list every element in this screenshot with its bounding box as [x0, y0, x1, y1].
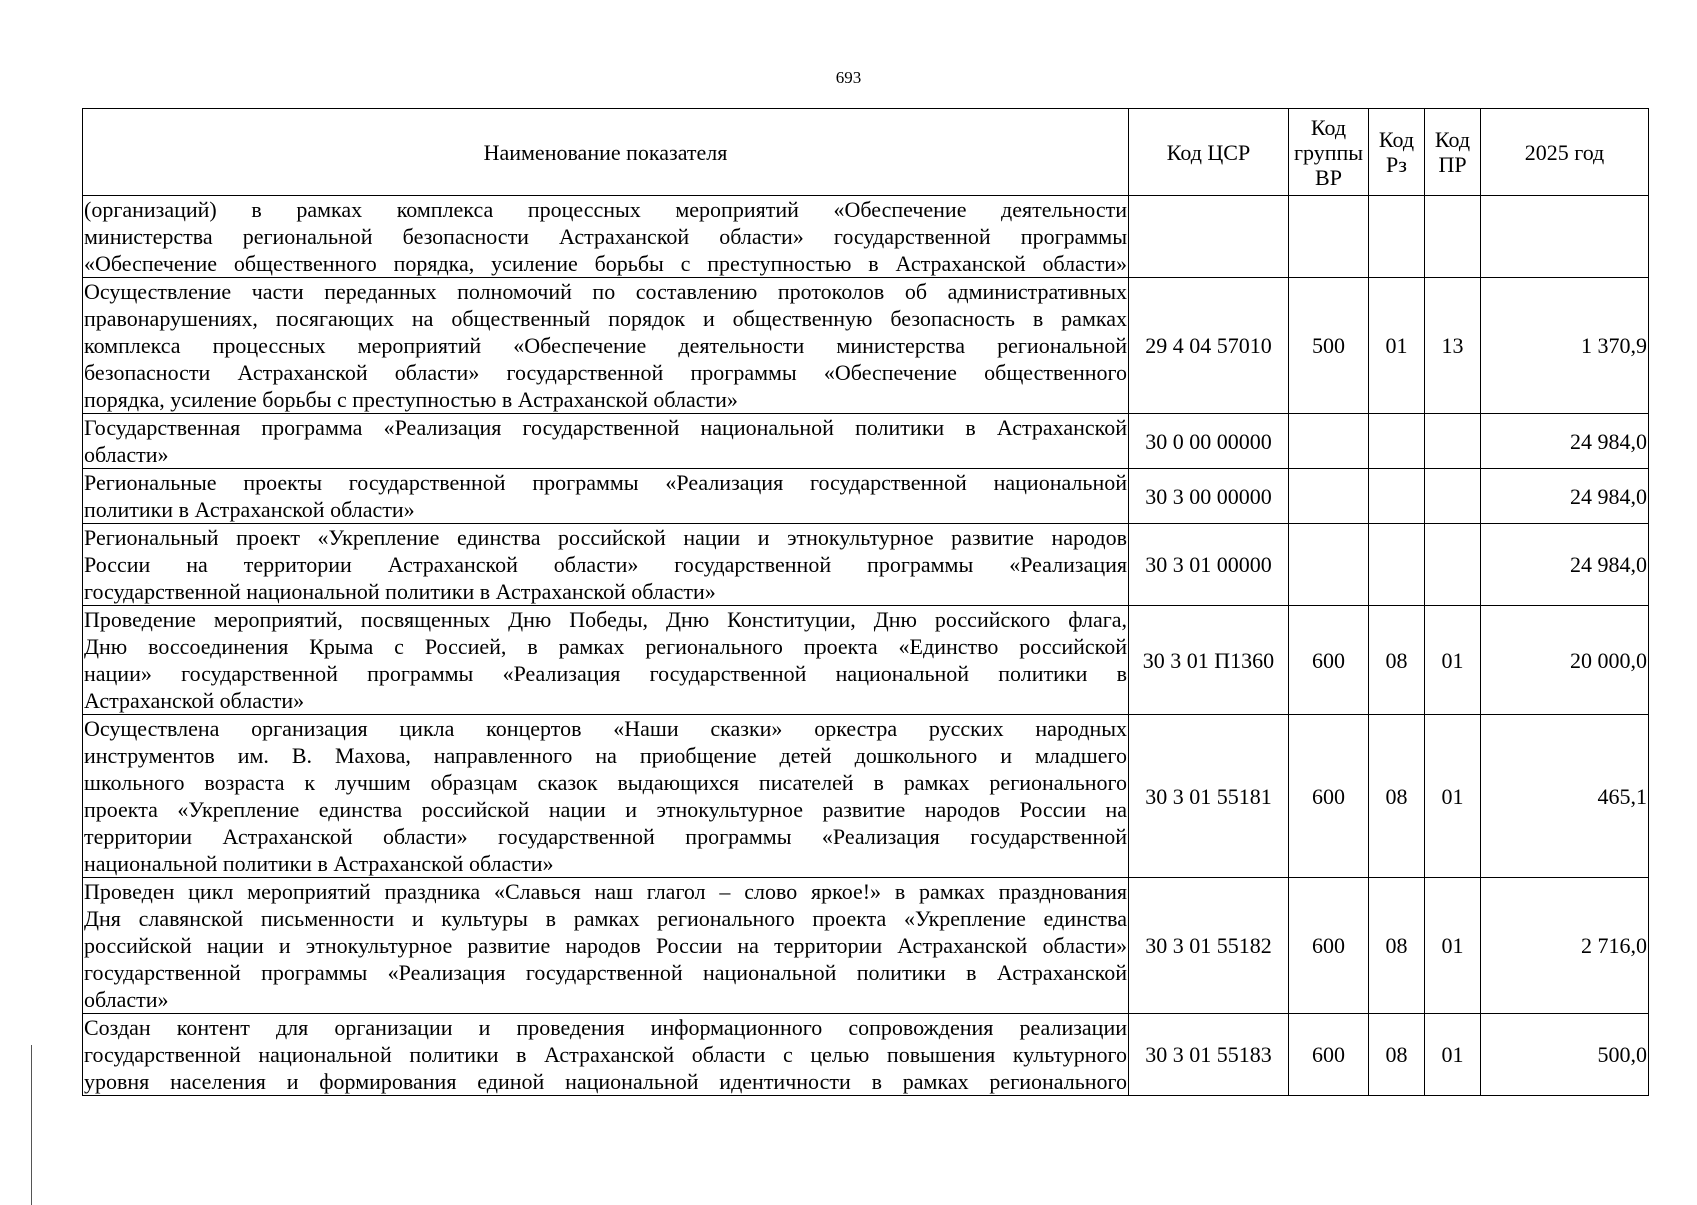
pr-code-cell: 01 [1425, 606, 1481, 715]
indicator-name-line: Проведен цикл мероприятий праздника «Славься наш глагол – слово яркое!» в рамках празднования [84, 879, 1127, 904]
csr-code-cell: 30 3 01 55182 [1129, 878, 1289, 1014]
pr-code-cell [1425, 414, 1481, 469]
indicator-name-line: проекта «Укрепление единства российской нации и этнокультурное развитие народов России на [84, 797, 1127, 822]
indicator-name-line: «Обеспечение общественного порядка, усиление борьбы с преступностью в Астраханской области» [84, 251, 1127, 276]
indicator-name-line: Региональный проект «Укрепление единства российской нации и этнокультурное развитие народов [84, 525, 1127, 550]
indicator-name-line: Дня славянской письменности и культуры в рамках регионального проекта «Укрепление единства [84, 906, 1127, 931]
indicator-name-line: порядка, усиление борьбы с преступностью в Астраханской области» [84, 387, 738, 412]
indicator-name-line: национальной политики в Астраханской области» [84, 851, 554, 876]
indicator-name-line: политики в Астраханской области» [84, 497, 415, 522]
header-pr: Код ПР [1425, 109, 1481, 196]
indicator-name-line: Дню воссоединения Крыма с Россией, в рамках регионального проекта «Единство российской [84, 634, 1127, 659]
indicator-name-cell [83, 278, 1129, 414]
indicator-name-line: государственной национальной политики в Астраханской области» [84, 579, 716, 604]
indicator-name-line: области» [84, 442, 169, 467]
indicator-name-cell [83, 715, 1129, 878]
indicator-name-cell [83, 606, 1129, 715]
amount-2025-cell: 500,0 [1481, 1014, 1649, 1096]
indicator-name-line: инструментов им. В. Махова, направленного на приобщение детей дошкольного и младшего [84, 743, 1127, 768]
pr-code-cell: 01 [1425, 878, 1481, 1014]
indicator-name-cell [83, 196, 1129, 278]
indicator-name-line: области» [84, 987, 169, 1012]
header-vr: Код группы ВР [1289, 109, 1369, 196]
indicator-name-line: территории Астраханской области» государственной программы «Реализация государственной [84, 824, 1127, 849]
csr-code-cell: 30 3 01 П1360 [1129, 606, 1289, 715]
table-row [83, 278, 1649, 414]
amount-2025-cell: 2 716,0 [1481, 878, 1649, 1014]
indicator-name-line: Региональные проекты государственной программы «Реализация государственной национальной [84, 470, 1127, 495]
vr-code-cell [1289, 469, 1369, 524]
table-row [83, 524, 1649, 606]
vr-code-cell: 600 [1289, 715, 1369, 878]
pr-code-cell: 13 [1425, 278, 1481, 414]
indicator-name-line: правонарушениях, посягающих на общественный порядок и общественную безопасность в рамках [84, 306, 1127, 331]
rz-code-cell [1369, 196, 1425, 278]
amount-2025-cell: 20 000,0 [1481, 606, 1649, 715]
indicator-name-line: Осуществление части переданных полномочий по составлению протоколов об административных [84, 279, 1127, 304]
indicator-name-line: Осуществлена организация цикла концертов «Наши сказки» оркестра русских народных [84, 716, 1127, 741]
pr-code-cell [1425, 524, 1481, 606]
amount-2025-cell: 24 984,0 [1481, 524, 1649, 606]
csr-code-cell: 30 3 01 55181 [1129, 715, 1289, 878]
indicator-name-line: министерства региональной безопасности Астраханской области» государственной программы [84, 224, 1127, 249]
indicator-name-cell [83, 524, 1129, 606]
table-row [83, 878, 1649, 1014]
vr-code-cell [1289, 414, 1369, 469]
indicator-name-line: нации» государственной программы «Реализация государственной национальной политики в [84, 661, 1127, 686]
amount-2025-cell: 465,1 [1481, 715, 1649, 878]
pr-code-cell [1425, 469, 1481, 524]
amount-2025-cell [1481, 196, 1649, 278]
rz-code-cell: 08 [1369, 878, 1425, 1014]
header-year: 2025 год [1481, 109, 1649, 196]
indicator-name-line: Астраханской области» [84, 688, 305, 713]
indicator-name-line: государственной программы «Реализация государственной национальной политики в Астраханской [84, 960, 1127, 985]
indicator-name-line: Создан контент для организации и проведения информационного сопровождения реализации [84, 1015, 1127, 1040]
csr-code-cell [1129, 196, 1289, 278]
scan-edge-line [31, 1045, 32, 1205]
pr-code-cell: 01 [1425, 715, 1481, 878]
csr-code-cell: 30 3 01 55183 [1129, 1014, 1289, 1096]
indicator-name-line: комплекса процессных мероприятий «Обеспечение деятельности министерства региональной [84, 333, 1127, 358]
header-rz: Код Рз [1369, 109, 1425, 196]
vr-code-cell [1289, 196, 1369, 278]
rz-code-cell: 08 [1369, 606, 1425, 715]
csr-code-cell: 30 3 01 00000 [1129, 524, 1289, 606]
indicator-name-line: России на территории Астраханской области» государственной программы «Реализация [84, 552, 1127, 577]
table-row [83, 1014, 1649, 1096]
budget-table [82, 108, 1649, 1096]
indicator-name-line: Государственная программа «Реализация государственной национальной политики в Астраханской [84, 415, 1127, 440]
vr-code-cell: 500 [1289, 278, 1369, 414]
table-row [83, 414, 1649, 469]
csr-code-cell: 30 3 00 00000 [1129, 469, 1289, 524]
indicator-name-line: безопасности Астраханской области» государственной программы «Обеспечение общественного [84, 360, 1127, 385]
indicator-name-cell [83, 1014, 1129, 1096]
rz-code-cell [1369, 414, 1425, 469]
vr-code-cell: 600 [1289, 606, 1369, 715]
pr-code-cell: 01 [1425, 1014, 1481, 1096]
indicator-name-line: (организаций) в рамках комплекса процессных мероприятий «Обеспечение деятельности [84, 197, 1127, 222]
table-header-row [83, 109, 1649, 196]
header-name: Наименование показателя [83, 109, 1129, 196]
amount-2025-cell: 24 984,0 [1481, 469, 1649, 524]
amount-2025-cell: 24 984,0 [1481, 414, 1649, 469]
header-csr: Код ЦСР [1129, 109, 1289, 196]
vr-code-cell: 600 [1289, 1014, 1369, 1096]
vr-code-cell: 600 [1289, 878, 1369, 1014]
rz-code-cell [1369, 524, 1425, 606]
indicator-name-line: государственной национальной политики в Астраханской области с целью повышения культурного [84, 1042, 1127, 1067]
page-number: 693 [835, 68, 862, 87]
rz-code-cell: 01 [1369, 278, 1425, 414]
table-row [83, 469, 1649, 524]
pr-code-cell [1425, 196, 1481, 278]
indicator-name-cell [83, 469, 1129, 524]
table-row [83, 715, 1649, 878]
vr-code-cell [1289, 524, 1369, 606]
indicator-name-cell [83, 878, 1129, 1014]
csr-code-cell: 29 4 04 57010 [1129, 278, 1289, 414]
indicator-name-line: школьного возраста к лучшим образцам сказок выдающихся писателей в рамках регионального [84, 770, 1127, 795]
amount-2025-cell: 1 370,9 [1481, 278, 1649, 414]
csr-code-cell: 30 0 00 00000 [1129, 414, 1289, 469]
indicator-name-line: Проведение мероприятий, посвященных Дню Победы, Дню Конституции, Дню российского флага, [84, 607, 1127, 632]
indicator-name-line: уровня населения и формирования единой национальной идентичности в рамках регионального [84, 1069, 1127, 1094]
table-body [83, 196, 1649, 1096]
table-row [83, 606, 1649, 715]
indicator-name-line: российской нации и этнокультурное развитие народов России на территории Астраханской области» [84, 933, 1127, 958]
indicator-name-cell [83, 414, 1129, 469]
rz-code-cell [1369, 469, 1425, 524]
rz-code-cell: 08 [1369, 1014, 1425, 1096]
rz-code-cell: 08 [1369, 715, 1425, 878]
table-row [83, 196, 1649, 278]
